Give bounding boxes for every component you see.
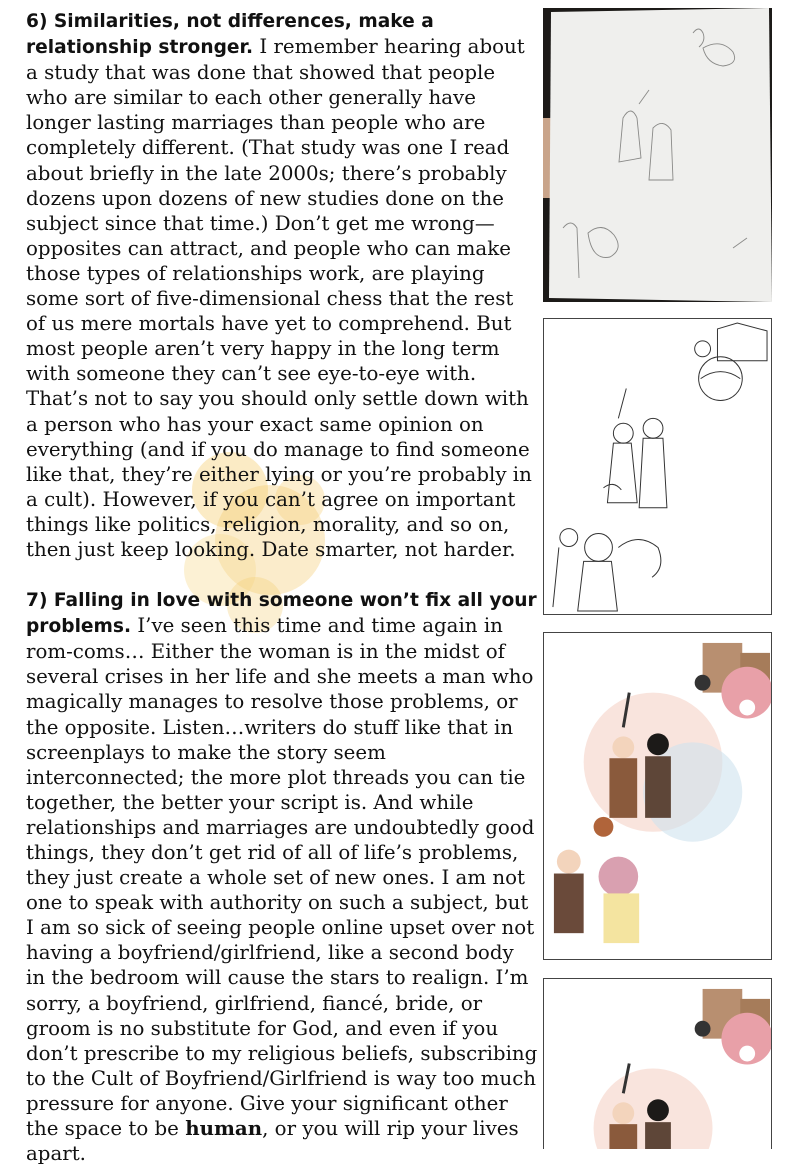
- paragraph-item-7: [26, 587, 538, 1166]
- item-6-heading: 6) Similarities, not differences, make a relationship stronger.: [26, 11, 434, 59]
- article-text-column: [26, 8, 538, 1166]
- item-6-body: I remember hearing about a study that was done that showed that people who are similar to each other generally have longer lasting marriages than people who are completely different. (That study was one I read about briefly in the late 2000s; there’s probably dozens upon dozens of new studies done on the subject since that time.) Don’t get me wrong—opposites can attract, and people who can make those types of relationships work, are playing some sort of five-dimensional chess that the rest of us mere mortals have yet to comprehend. But most people aren’t very happy in the long term with someone they can’t see eye-to-eye with. That’s not to say you should only settle down with a person who has your exact same opinion on everything (and if you do manage to find someone like that, they’re either lying or you’re probably in a cult). However, if you can’t agree on important things like politics, religion, morality, and so on, then just keep looking. Date smarter, not harder.: [26, 35, 532, 561]
- sketch-photo-image: [543, 8, 772, 302]
- item-7-body: I’ve seen this time and time again in rom-coms… Either the woman is in the midst of several crises in her life and she meets a man who magically manages to resolve those problems, or the opposite. Listen…writers do stuff like that in screenplays to make the story seem interconnected; the more plot threads you can tie together, the better your script is. And while relationships and marriages are undoubtedly good things, they don’t get rid of all of life’s problems, they just create a whole set of new ones. I am not one to speak with authority on such a subject, but I am so sick of seeing people online upset over not having a boyfriend/girlfriend, like a second body in the bedroom will cause the stars to realign. I’m sorry, a boyfriend, girlfriend, fiancé, bride, or groom is no substitute for God, and even if you don’t prescribe to my religious beliefs, subscribing to the Cult of Boyfriend/Girlfriend is way too much pressure for anyone. Give your significant other the space to be: [26, 614, 538, 1141]
- paragraph-item-6: [26, 8, 538, 562]
- colored-comic-panel-partial: [543, 978, 772, 1149]
- item-7-emphasis: human: [185, 1116, 263, 1141]
- item-7-heading: 7) Falling in love with someone won’t fix all your problems.: [26, 590, 537, 638]
- line-art-comic-panel: [543, 318, 772, 615]
- item-7-body-end: , or you will rip your lives apart.: [26, 1117, 519, 1166]
- colored-comic-panel: [543, 632, 772, 960]
